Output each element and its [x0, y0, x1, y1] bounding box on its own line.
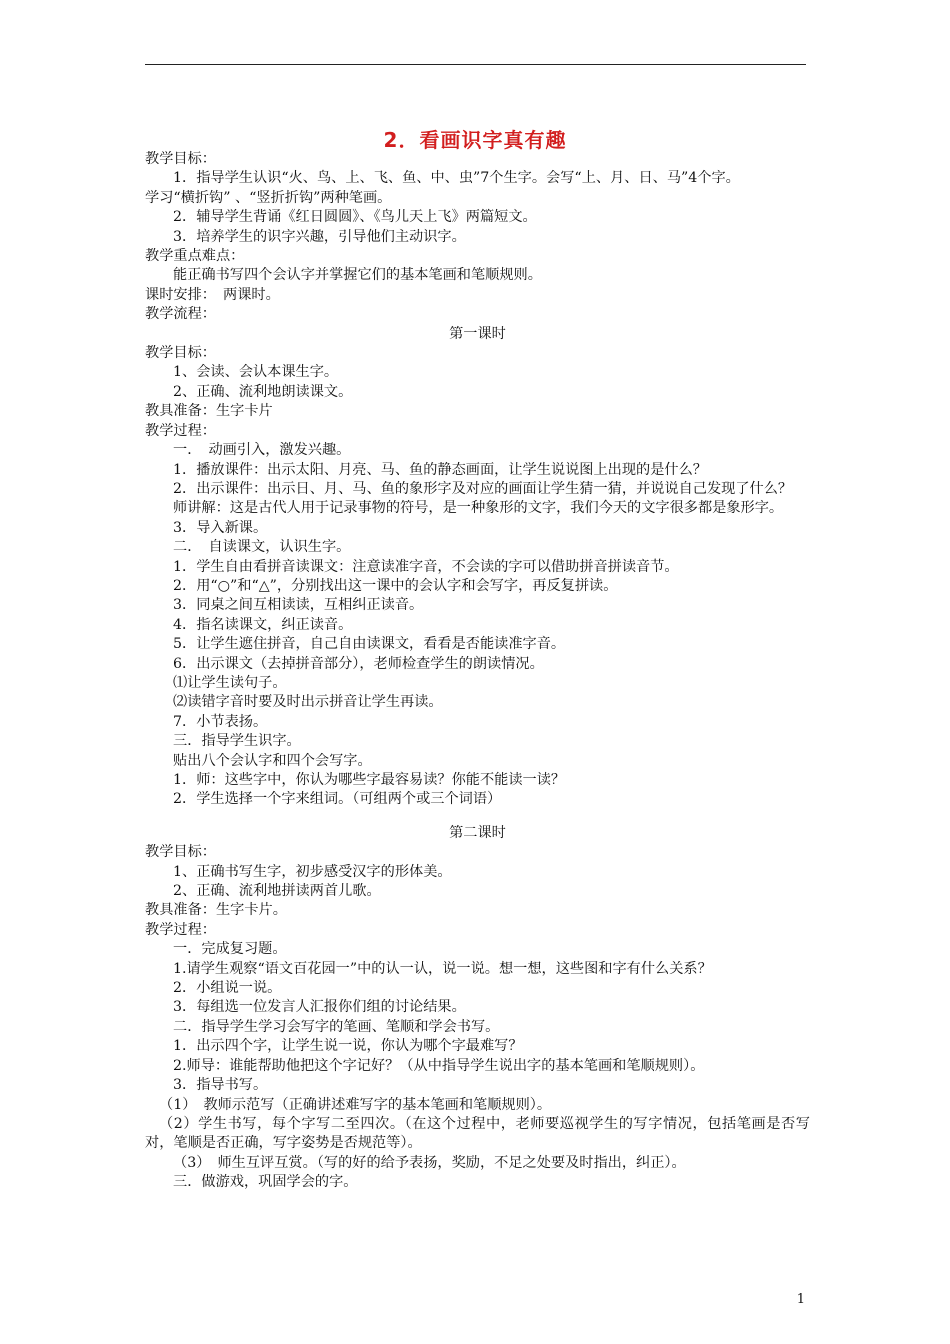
- text-line: 2、正确、流利地拼读两首儿歌。: [173, 883, 381, 900]
- text-line: 二．指导学生学习会写字的笔画、笔顺和学会书写。: [173, 1018, 500, 1035]
- text-line: ⑵读错字音时要及时出示拼音让学生再读。: [173, 694, 443, 711]
- text-line: 教学重点难点：: [145, 248, 245, 265]
- text-line: 教学目标：: [145, 844, 216, 861]
- text-line: 3．指导书写。: [173, 1077, 268, 1094]
- text-line: （1） 教师示范写（正确讲述难写字的基本笔画和笔顺规则）。: [159, 1096, 552, 1113]
- text-line: 1．出示四个字，让学生说一说，你认为哪个字最难写？: [173, 1038, 523, 1055]
- text-line: 教具准备：生字卡片。: [145, 902, 287, 919]
- text-line: 二． 自读课文，认识生字。: [173, 539, 351, 556]
- text-line: 6．出示课文（去掉拼音部分），老师检查学生的朗读情况。: [173, 655, 544, 672]
- text-line: 学习“横折钩” 、“竖折折钩”两种笔画。: [145, 189, 392, 206]
- text-line: 2．用“○”和“△”，分别找出这一课中的会认字和会写字，再反复拼读。: [173, 577, 618, 594]
- text-paragraph: 2．出示课件：出示日、月、马、鱼的象形字及对应的画面让学生猜一猜，并说说自己发现了什么？: [173, 480, 793, 497]
- document-body: [145, 150, 810, 1193]
- text-line: 1．播放课件：出示太阳、月亮、马、鱼的静态画面，让学生说说图上出现的是什么？: [173, 461, 707, 478]
- text-line: 7．小节表扬。: [173, 713, 268, 730]
- text-line: 3．培养学生的识字兴趣，引导他们主动识字。: [173, 228, 466, 245]
- text-line: 教学目标：: [145, 345, 216, 362]
- text-paragraph: （2）学生书写，每个字写二至四次。（在这个过程中，老师要巡视学生的写字情况，包括笔画是否写对，笔顺是否正确，写字姿势是否规范等）。: [145, 1115, 810, 1152]
- text-line: 3．同桌之间互相读读，互相纠正读音。: [173, 597, 424, 614]
- text-line: （3） 师生互评互赏。（写的好的给予表扬，奖励，不足之处要及时指出，纠正）。: [173, 1154, 686, 1171]
- text-line: 一．完成复习题。: [173, 941, 287, 958]
- text-line: 三．做游戏，巩固学会的字。: [173, 1174, 358, 1191]
- text-line: 5．让学生遮住拼音，自己自由读课文，看看是否能读准字音。: [173, 636, 566, 653]
- page-number: 1: [796, 1292, 805, 1307]
- text-line: 课时安排： 两课时。: [145, 286, 280, 303]
- text-line: 3．每组选一位发言人汇报你们组的讨论结果。: [173, 999, 466, 1016]
- text-line: 贴出八个会认字和四个会写字。: [173, 752, 372, 769]
- text-line: 1.请学生观察“语文百花园一”中的认一认，说一说。想一想，这些图和字有什么关系？: [173, 960, 712, 977]
- text-line: ⑴让学生读句子。: [173, 674, 287, 691]
- text-line: 2．小组说一说。: [173, 980, 282, 997]
- text-line: 2．学生选择一个字来组词。（可组两个或三个词语）: [173, 791, 502, 808]
- text-line: 1．指导学生认识“火、鸟、上、飞、鱼、中、虫”7个生字。会写“上、月、日、马”4个字。: [173, 170, 740, 187]
- text-line: 1、会读、会认本课生字。: [173, 364, 339, 381]
- text-line: 3．导入新课。: [173, 519, 268, 536]
- text-line: 4．指名读课文，纠正读音。: [173, 616, 353, 633]
- text-paragraph: 师讲解：这是古代人用于记录事物的符号，是一种象形的文字，我们今天的文字很多都是象形字。: [173, 500, 784, 517]
- text-line: 2．辅导学生背诵《红日圆圆》、《鸟儿天上飞》两篇短文。: [173, 209, 537, 226]
- text-line: 能正确书写四个会认字并掌握它们的基本笔画和笔顺规则。: [173, 267, 542, 284]
- text-line: 教学流程：: [145, 306, 216, 323]
- text-line: 教具准备：生字卡片: [145, 403, 273, 420]
- text-line: 1．师：这些字中，你认为哪些字最容易读？你能不能读一读？: [173, 772, 566, 788]
- text-line: 1．学生自由看拼音读课文：注意读准字音，不会读的字可以借助拼音拼读音节。: [173, 558, 679, 575]
- header-rule: [145, 64, 806, 65]
- text-line: 三．指导学生识字。: [173, 733, 301, 750]
- text-line: 教学过程：: [145, 422, 216, 439]
- text-line: 1、正确书写生字，初步感受汉字的形体美。: [173, 863, 452, 880]
- section-heading: 第一课时: [449, 325, 506, 342]
- text-line: 2、正确、流利地朗读课文。: [173, 383, 353, 400]
- text-line: 教学过程：: [145, 921, 216, 938]
- spacer: [145, 810, 810, 824]
- text-line: 教学目标：: [145, 151, 216, 167]
- text-line: 一． 动画引入，激发兴趣。: [173, 442, 351, 459]
- page-title: 2．看画识字真有趣: [383, 128, 567, 152]
- text-line: 2.师导：谁能帮助他把这个字记好？（从中指导学生说出字的基本笔画和笔顺规则）。: [173, 1057, 705, 1074]
- section-heading: 第二课时: [449, 824, 506, 841]
